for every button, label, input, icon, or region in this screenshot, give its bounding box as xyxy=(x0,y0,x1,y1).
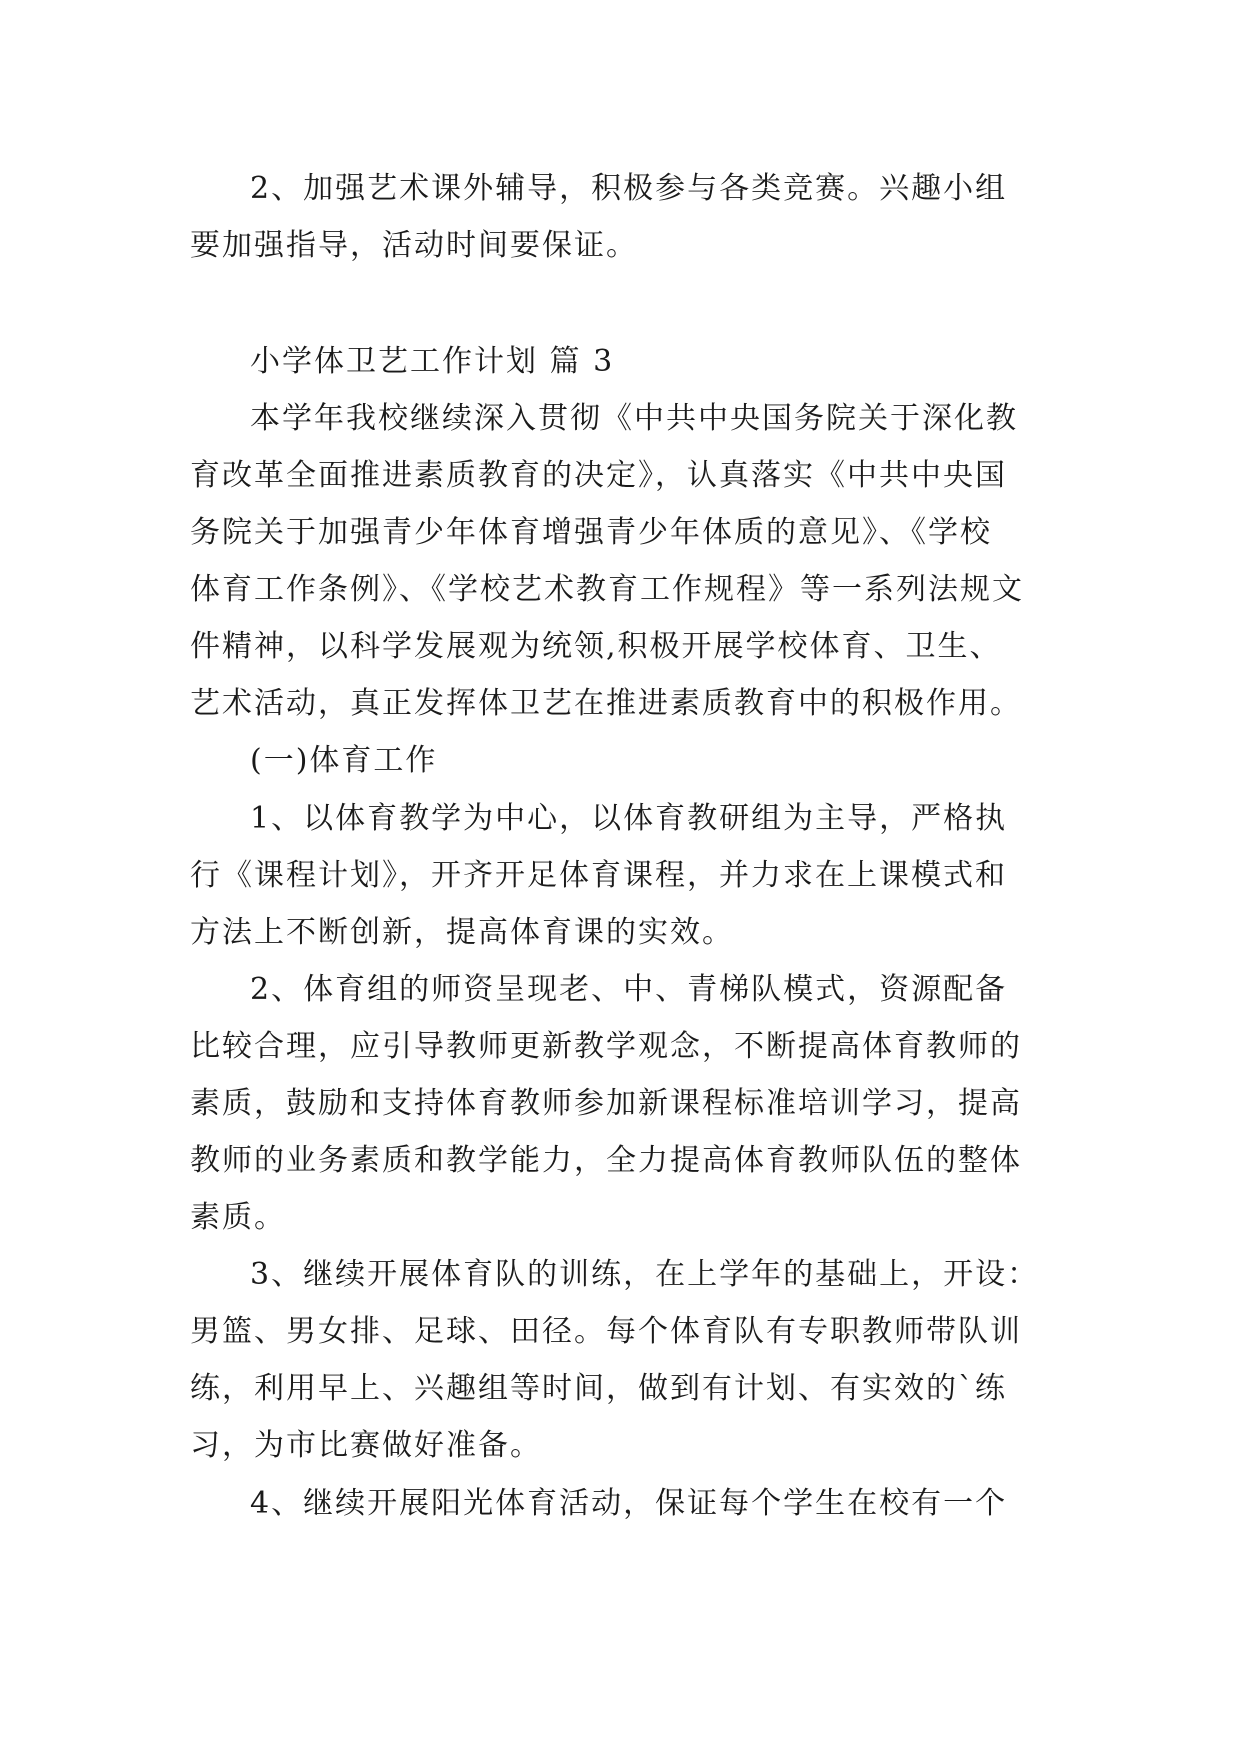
paragraph-line: 比较合理，应引导教师更新教学观念，不断提高体育教师的 xyxy=(190,1029,1022,1064)
paragraph-line: 2、加强艺术课外辅导，积极参与各类竞赛。兴趣小组 xyxy=(250,171,1008,206)
paragraph-line: 要加强指导，活动时间要保证。 xyxy=(190,228,638,263)
paragraph-line: 行《课程计划》，开齐开足体育课程，并力求在上课模式和 xyxy=(190,858,1007,893)
paragraph-line: 4、继续开展阳光体育活动，保证每个学生在校有一个 xyxy=(250,1486,1008,1521)
paragraph-line: 体育工作条例》、《学校艺术教育工作规程》等一系列法规文 xyxy=(190,572,1024,607)
paragraph-line: 教师的业务素质和教学能力，全力提高体育教师队伍的整体 xyxy=(190,1143,1022,1178)
paragraph-line: 2、体育组的师资呈现老、中、青梯队模式，资源配备 xyxy=(250,972,1008,1007)
paragraph-line: 艺术活动，真正发挥体卫艺在推进素质教育中的积极作用。 xyxy=(190,686,1022,721)
paragraph-line: 3、继续开展体育队的训练，在上学年的基础上，开设： xyxy=(250,1257,1040,1292)
subsection-heading: (一)体育工作 xyxy=(250,743,438,778)
paragraph-line: 件精神，以科学发展观为统领,积极开展学校体育、卫生、 xyxy=(190,629,1002,664)
paragraph-line: 1、以体育教学为中心，以体育教研组为主导，严格执 xyxy=(250,801,1008,836)
paragraph-line: 素质。 xyxy=(190,1200,286,1235)
section-heading: 小学体卫艺工作计划 篇 3 xyxy=(250,344,615,379)
paragraph-line: 育改革全面推进素质教育的决定》，认真落实《中共中央国 xyxy=(190,458,1007,493)
paragraph-line: 本学年我校继续深入贯彻《中共中央国务院关于深化教 xyxy=(250,401,1018,436)
paragraph-line: 习，为市比赛做好准备。 xyxy=(190,1428,542,1463)
paragraph-line: 方法上不断创新，提高体育课的实效。 xyxy=(190,915,734,950)
paragraph-line: 素质，鼓励和支持体育教师参加新课程标准培训学习，提高 xyxy=(190,1086,1022,1121)
paragraph-line: 男篮、男女排、足球、田径。每个体育队有专职教师带队训 xyxy=(190,1314,1022,1349)
paragraph-line: 练，利用早上、兴趣组等时间，做到有计划、有实效的`练 xyxy=(190,1371,1007,1406)
paragraph-line: 务院关于加强青少年体育增强青少年体质的意见》、《学校 xyxy=(190,515,992,550)
